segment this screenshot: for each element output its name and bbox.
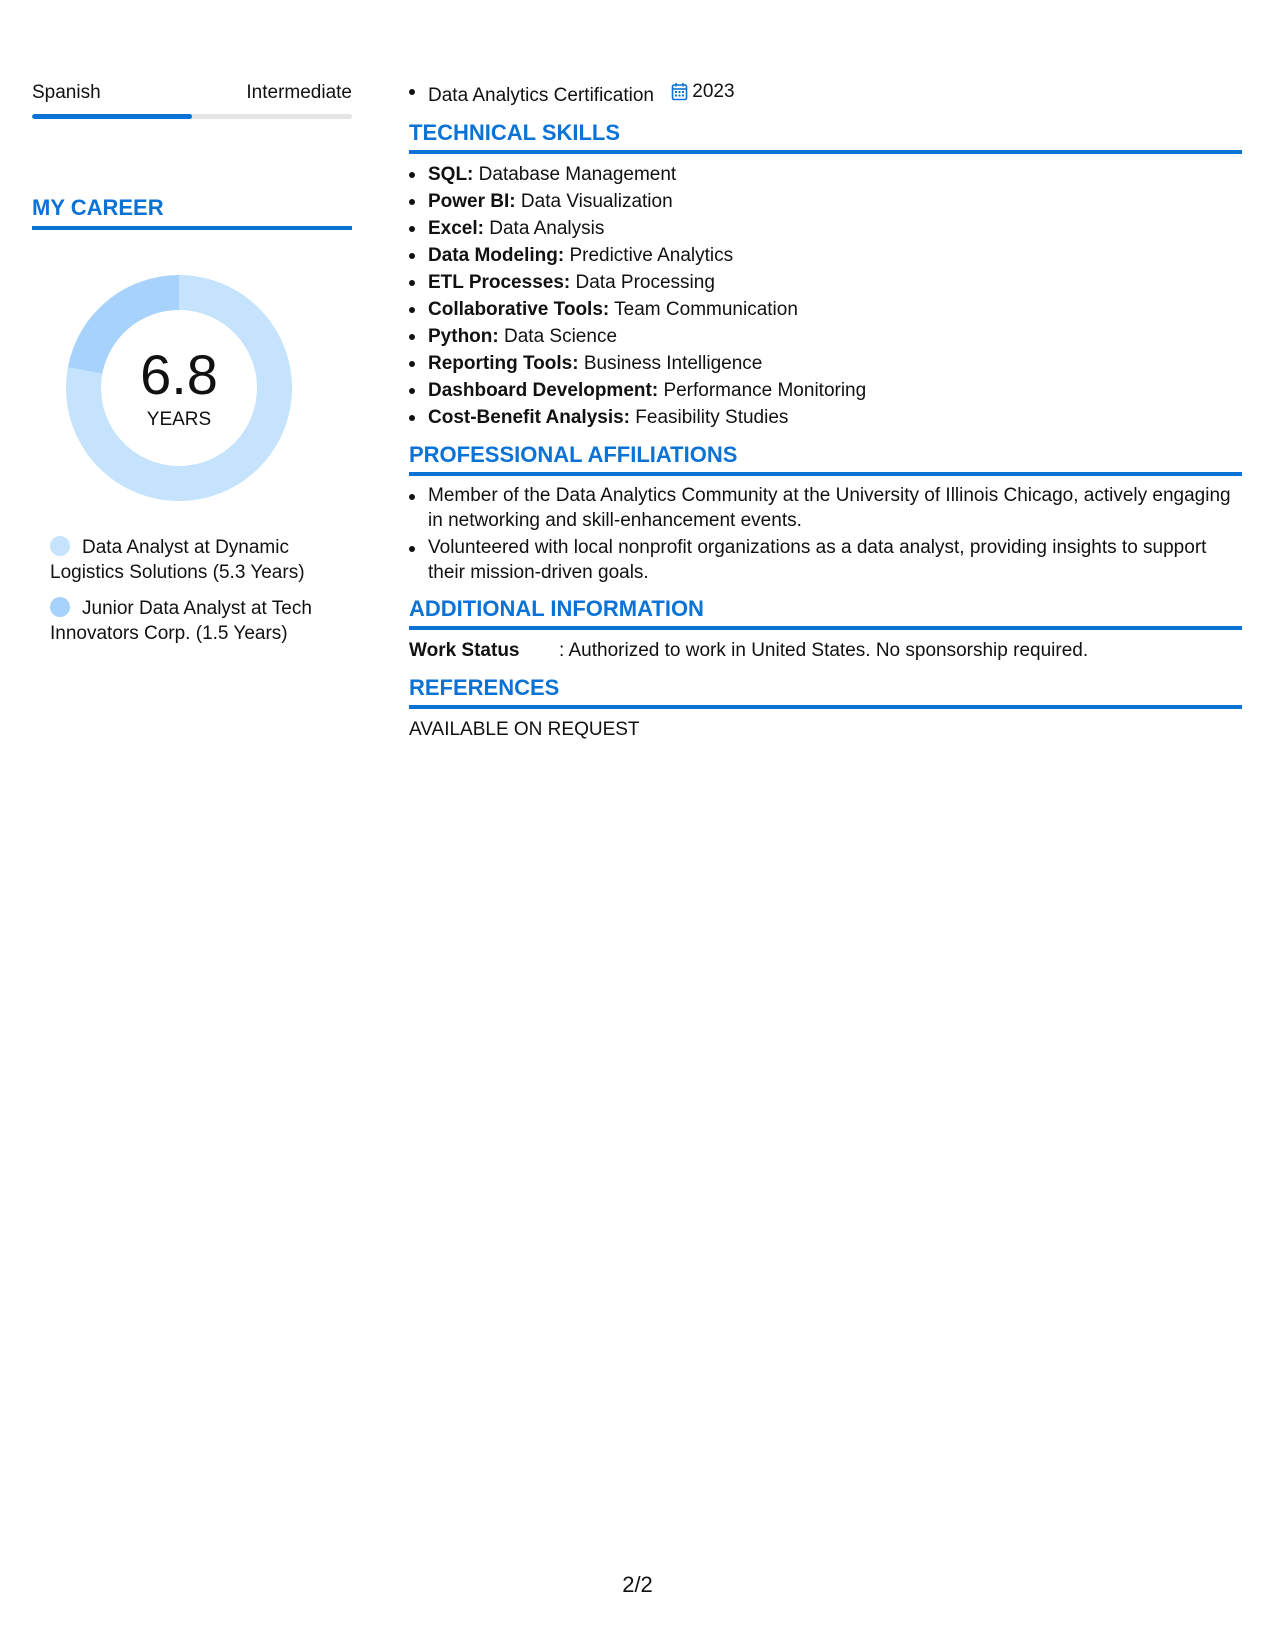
affiliations-heading: PROFESSIONAL AFFILIATIONS — [409, 441, 1242, 476]
skill-desc: Feasibility Studies — [635, 407, 789, 428]
skill-name: Power BI: — [428, 191, 516, 212]
technical-skills-heading: TECHNICAL SKILLS — [409, 119, 1242, 154]
donut-center — [66, 275, 292, 501]
skill-item — [409, 404, 1242, 431]
work-status-value: : Authorized to work in United States. No sponsorship required. — [559, 640, 1089, 661]
skill-item — [409, 269, 1242, 296]
certification-date — [671, 78, 734, 105]
career-legend — [50, 535, 350, 657]
skill-name: Data Modeling: — [428, 245, 565, 266]
affiliation-item: Member of the Data Analytics Community at the University of Illinois Chicago, actively engaging in networking and skill-enhancement events. — [409, 483, 1242, 533]
legend-dot-icon — [50, 536, 70, 556]
legend-label: Data Analyst at Dynamic Logistics Solutions (5.3 Years) — [50, 537, 305, 583]
page-number: 2/2 — [622, 1572, 653, 1597]
calendar-icon — [671, 82, 688, 101]
left-column — [32, 80, 352, 644]
skill-item — [409, 323, 1242, 350]
certification-list — [409, 78, 1242, 109]
references-heading: REFERENCES — [409, 674, 1242, 709]
certification-year: 2023 — [692, 81, 735, 102]
skill-desc: Data Analysis — [489, 218, 605, 239]
legend-label: Junior Data Analyst at Tech Innovators Corp. (1.5 Years) — [50, 598, 312, 644]
references-text: AVAILABLE ON REQUEST — [409, 719, 640, 740]
skill-desc: Team Communication — [614, 299, 798, 320]
certification-item — [409, 78, 1242, 109]
skill-name: SQL: — [428, 164, 474, 185]
work-status-row — [409, 637, 1242, 664]
skill-name: Collaborative Tools: — [428, 299, 610, 320]
certification-name: Data Analytics Certification — [428, 85, 654, 106]
legend-item — [50, 596, 350, 646]
skill-desc: Predictive Analytics — [569, 245, 734, 266]
skill-desc: Business Intelligence — [583, 353, 763, 374]
work-status-label: Work Status — [409, 640, 520, 661]
affiliation-item: Volunteered with local nonprofit organizations as a data analyst, providing insights to support their mission-driven goals. — [409, 535, 1242, 585]
career-total-years: 6.8 — [140, 343, 218, 406]
skill-desc: Data Visualization — [520, 191, 673, 212]
technical-skills-list — [409, 161, 1242, 431]
additional-info-heading: ADDITIONAL INFORMATION — [409, 595, 1242, 630]
career-heading: MY CAREER — [32, 194, 352, 230]
language-level: Intermediate — [246, 82, 352, 103]
language-name: Spanish — [32, 82, 101, 103]
skill-name: Dashboard Development: — [428, 380, 659, 401]
skill-name: Python: — [428, 326, 499, 347]
skill-item — [409, 242, 1242, 269]
skill-desc: Data Processing — [575, 272, 715, 293]
skill-name: Excel: — [428, 218, 484, 239]
right-column — [409, 78, 1242, 743]
skill-item — [409, 296, 1242, 323]
language-proficiency-fill — [32, 114, 192, 119]
career-donut-chart — [66, 275, 292, 501]
career-total-unit: YEARS — [146, 409, 212, 430]
skill-desc: Performance Monitoring — [663, 380, 867, 401]
skill-desc: Database Management — [478, 164, 677, 185]
language-row — [32, 80, 352, 106]
affiliations-list — [409, 483, 1242, 585]
skill-name: Reporting Tools: — [428, 353, 579, 374]
legend-dot-icon — [50, 597, 70, 617]
skill-name: Cost-Benefit Analysis: — [428, 407, 630, 428]
skill-item — [409, 215, 1242, 242]
legend-item — [50, 535, 350, 585]
skill-item — [409, 377, 1242, 404]
skill-item — [409, 161, 1242, 188]
skill-item — [409, 188, 1242, 215]
language-proficiency-bar — [32, 114, 352, 119]
skill-item — [409, 350, 1242, 377]
skill-desc: Data Science — [504, 326, 618, 347]
skill-name: ETL Processes: — [428, 272, 571, 293]
